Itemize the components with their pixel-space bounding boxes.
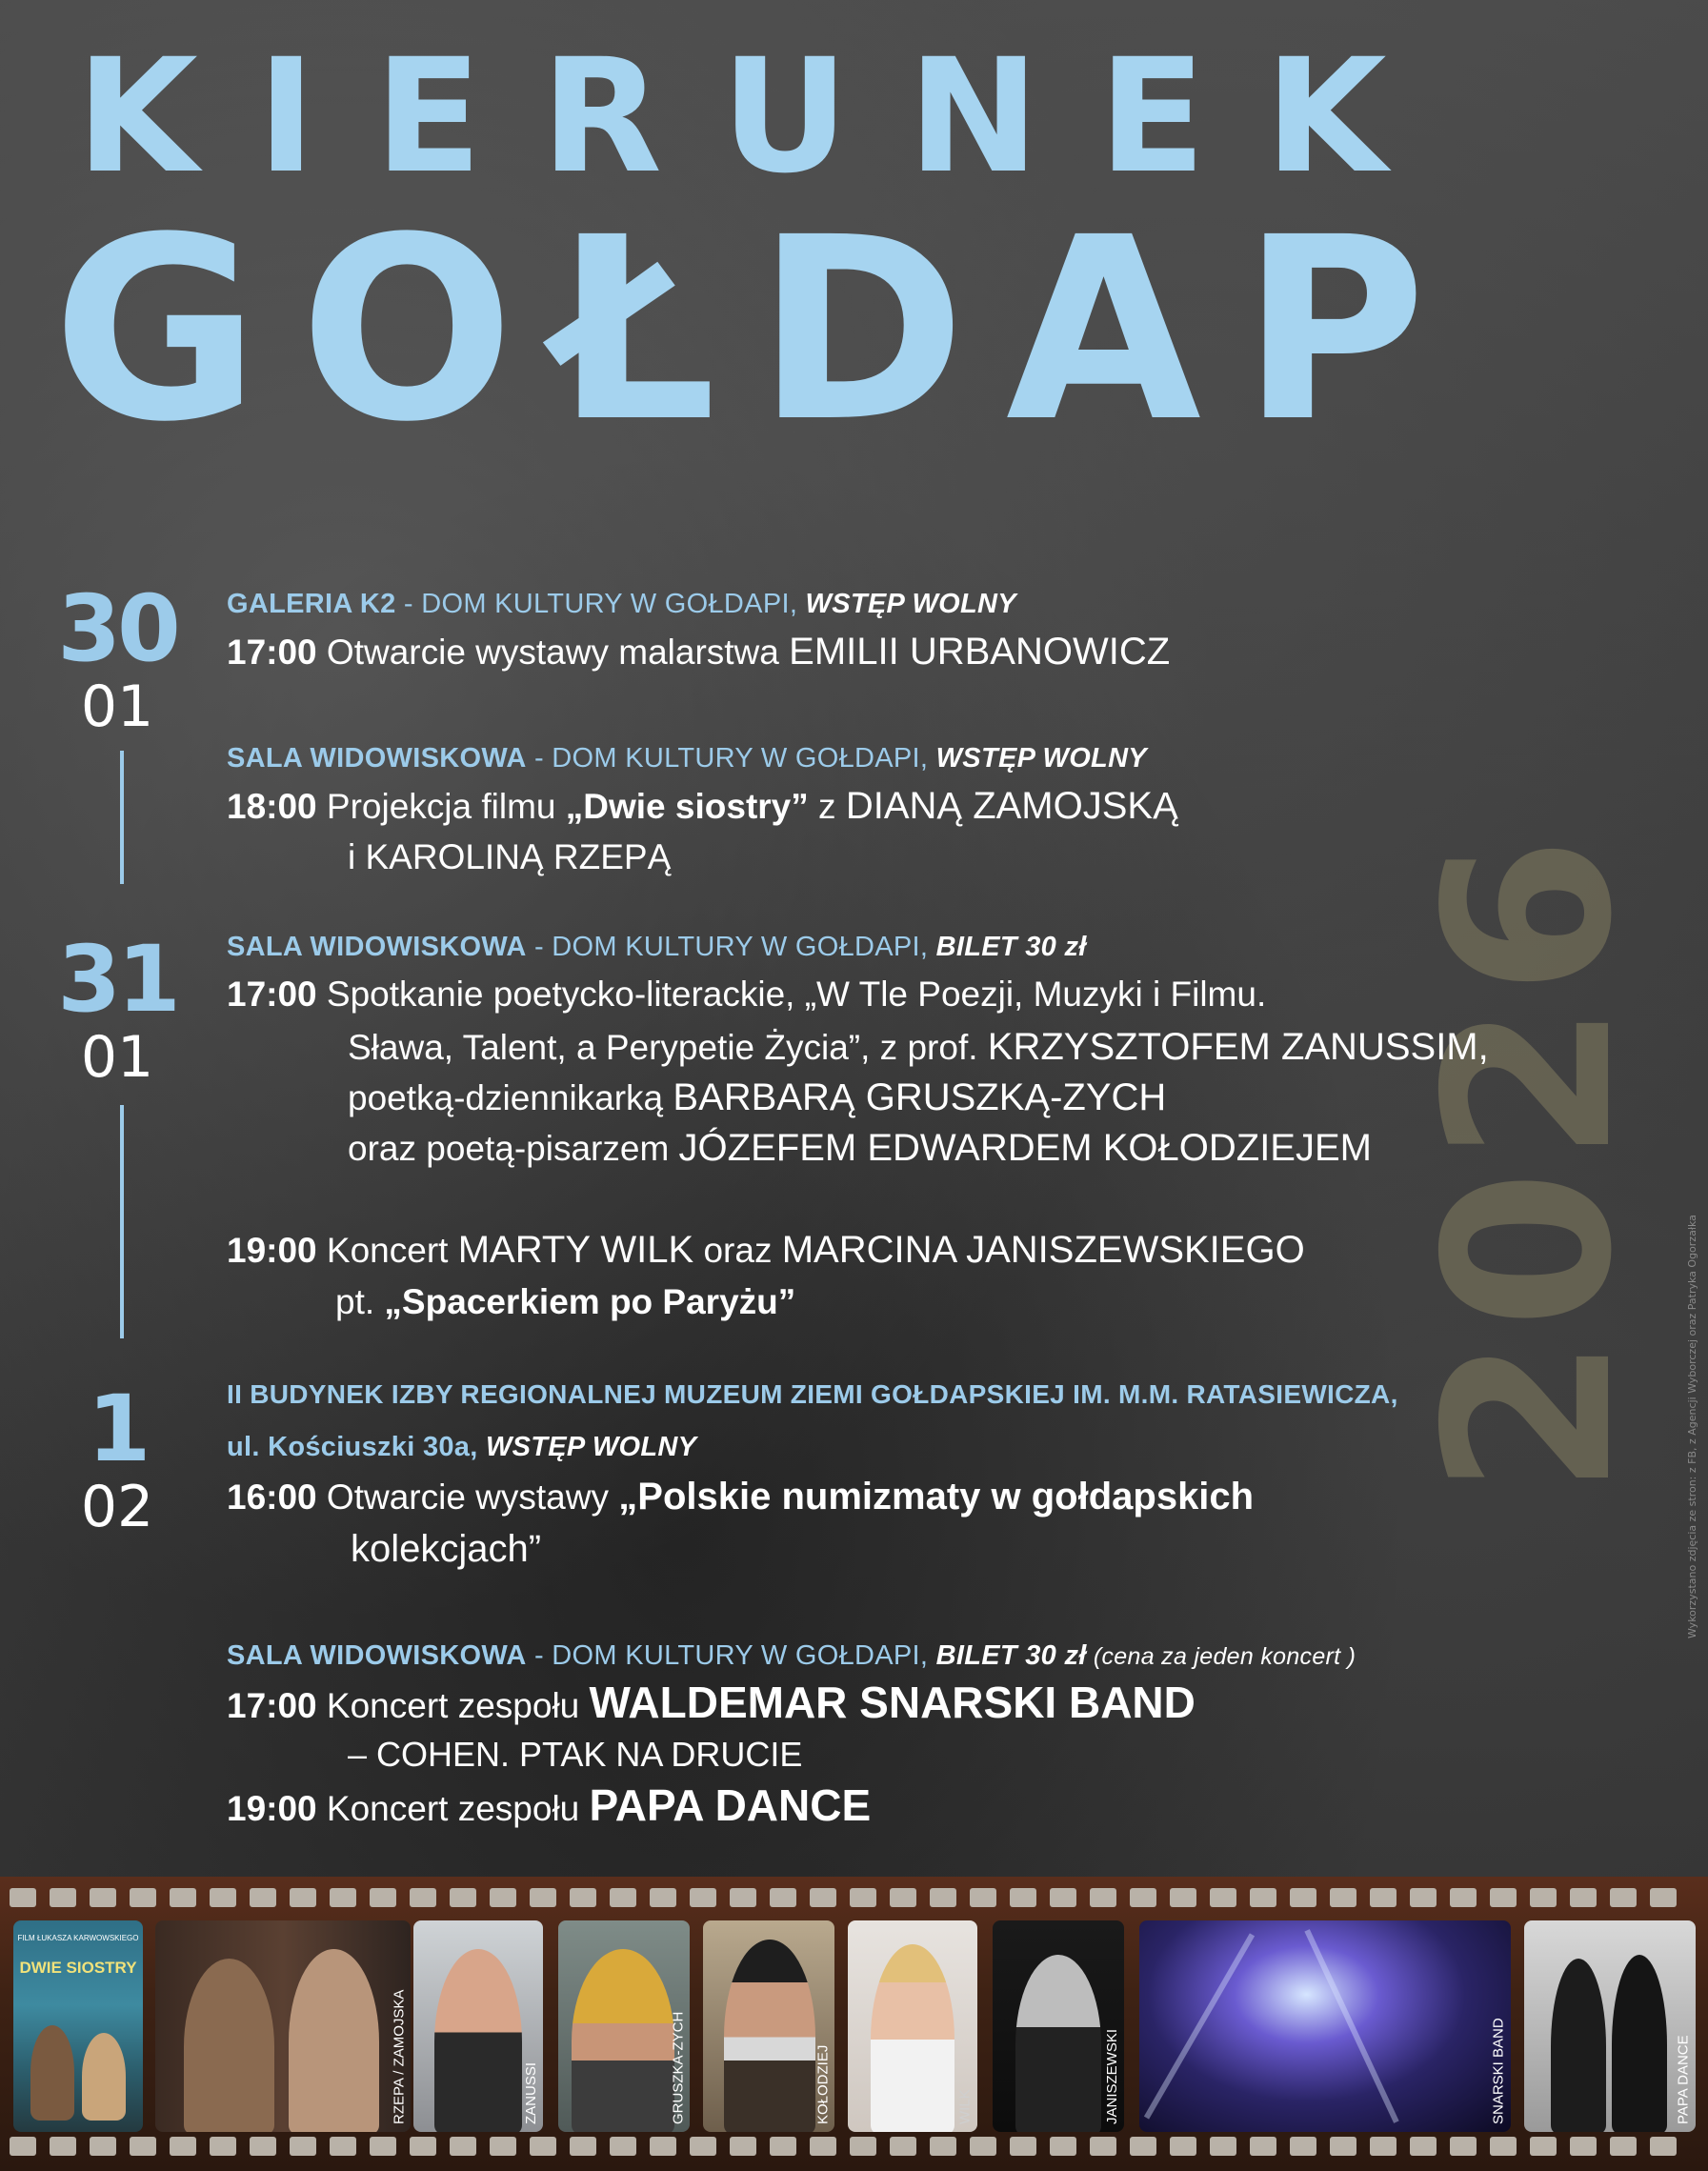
film-perforation [170,1888,196,1907]
film-perforation [1130,1888,1156,1907]
film-perforation [330,2137,356,2156]
film-perforation [250,2137,276,2156]
film-perforation [930,1888,956,1907]
film-perforation [210,2137,236,2156]
event-4-line-2 [335,1281,795,1323]
exhibition-title: „Polskie numizmaty w gołdapskich [618,1476,1255,1518]
film-perforation [650,2137,676,2156]
film-perforation [1170,2137,1196,2156]
film-perforations-bottom [0,2137,1708,2160]
admission-info: BILET 30 zł [935,932,1087,962]
event-text: oraz poetą-pisarzem [348,1129,679,1168]
person-figure [871,1944,954,2132]
date-1-02 [46,1376,189,1540]
film-perforation [1570,2137,1597,2156]
title-line-1: KIERUNEK [76,25,1446,208]
band-name: WALDEMAR SNARSKI BAND [589,1678,1196,1727]
guest-name: JÓZEFEM EDWARDEM KOŁODZIEJEM [678,1127,1372,1169]
film-perforation [650,1888,676,1907]
papa-dance-photo [1524,1920,1696,2132]
person-figure [572,1949,674,2132]
event-text: Otwarcie wystawy [316,1477,619,1517]
guest-name: BARBARĄ GRUSZKĄ-ZYCH [673,1076,1167,1118]
timeline-divider [120,751,124,884]
gruszka-zych-photo [558,1920,690,2132]
event-3-line-2 [348,1024,1489,1070]
film-perforation [1090,1888,1116,1907]
film-perforation [1570,1888,1597,1907]
event-text: Sława, Talent, a Perypetie Życia”, z prof. [348,1028,988,1067]
date-day: 31 [57,926,177,1033]
photo-caption: SNARSKI BAND [1491,2018,1507,2124]
film-perforation [1130,2137,1156,2156]
person-figure [289,1949,379,2132]
event-5-venue: II BUDYNEK IZBY REGIONALNEJ MUZEUM ZIEMI GOŁDAPSKIEJ IM. M.M. RATASIEWICZA, [227,1379,1398,1409]
event-text: z [808,787,846,826]
timeline-divider [120,1105,124,1338]
film-perforation [90,1888,116,1907]
film-perforation [370,2137,396,2156]
venue-name: SALA WIDOWISKOWA [227,1640,527,1671]
photo-caption: RZEPA / ZAMOJSKA [391,1989,407,2124]
event-3-line-4 [348,1125,1372,1171]
film-perforation [250,1888,276,1907]
venue-place: - DOM KULTURY W GOŁDAPI, [526,743,936,774]
film-perforation [1650,2137,1677,2156]
film-title: „Dwie siostry” [565,787,809,826]
event-text: Koncert zespołu [316,1789,590,1828]
film-perforation [730,1888,756,1907]
film-perforation [1330,1888,1356,1907]
film-perforation [610,2137,636,2156]
event-text: pt. [335,1282,385,1321]
event-1-line [227,629,1170,674]
photo-caption: GRUSZKA-ZYCH [670,2011,686,2124]
film-perforation [1530,2137,1557,2156]
guest-name: DIANĄ ZAMOJSKĄ [845,785,1178,827]
event-text: oraz [693,1231,782,1270]
film-perforation [1010,2137,1036,2156]
photo-caption: KOŁODZIEJ [814,2044,831,2124]
film-perforation [690,1888,716,1907]
film-perforation [970,1888,996,1907]
film-perforation [1530,1888,1557,1907]
event-6-line-2: – COHEN. PTAK NA DRUCIE [348,1735,803,1774]
film-perforation [770,2137,796,2156]
film-perforation [1290,2137,1316,2156]
band-name: PAPA DANCE [589,1780,872,1830]
film-perforation [610,1888,636,1907]
event-3-line-1 [227,974,1266,1015]
event-2-line-2: i KAROLINĄ RZEPĄ [348,837,672,876]
film-perforation [130,2137,156,2156]
film-perforation [690,2137,716,2156]
film-perforation [970,2137,996,2156]
film-perforation [1050,2137,1076,2156]
photo-caption: PAPA DANCE [1676,2035,1692,2124]
person-figure [184,1959,274,2132]
film-poster-image [13,1920,143,2132]
film-perforation [1250,1888,1276,1907]
film-perforation [490,2137,516,2156]
photo-caption: ZANUSSI [523,2061,539,2124]
person-figure [82,2033,126,2121]
film-perforation [1650,1888,1677,1907]
event-text: Koncert [316,1231,458,1270]
poster-title: DWIE SIOSTRY [19,1959,137,1977]
film-perforation [570,2137,596,2156]
venue-place: - DOM KULTURY W GOŁDAPI, [526,1640,936,1671]
person-figure [1551,1959,1606,2132]
film-perforation [1050,1888,1076,1907]
snarski-band-concert-photo [1139,1920,1511,2132]
year-watermark: 2026 [1396,829,1662,1496]
date-30-01 [46,575,189,740]
wilk-photo [848,1920,977,2132]
event-text: Projekcja filmu [316,787,566,826]
film-perforation [1410,2137,1437,2156]
event-time: 19:00 [227,1789,317,1828]
film-perforation [1490,2137,1517,2156]
event-5-address [227,1432,696,1463]
venue-name: SALA WIDOWISKOWA [227,743,527,774]
date-month: 02 [80,1474,154,1540]
film-perforation [90,2137,116,2156]
film-perforation [290,2137,316,2156]
person-figure [30,2025,74,2121]
film-perforation [530,2137,556,2156]
event-2-line [227,783,1178,829]
film-perforation [1090,2137,1116,2156]
film-perforation [890,1888,916,1907]
film-perforation [850,1888,876,1907]
film-perforation [930,2137,956,2156]
film-perforation [1450,2137,1477,2156]
film-perforation [1170,1888,1196,1907]
film-perforation [1610,2137,1637,2156]
film-perforation [1210,2137,1236,2156]
poster-caption: FILM ŁUKASZA KARWOWSKIEGO [17,1934,139,1942]
film-perforation [1010,1888,1036,1907]
photo-caption: WILK [957,2089,974,2124]
event-3-line-3 [348,1075,1166,1120]
event-text: Otwarcie wystawy malarstwa [316,633,790,672]
film-perforation [10,2137,36,2156]
film-perforation [1610,1888,1637,1907]
date-month: 01 [80,673,154,740]
film-perforation [330,1888,356,1907]
person-figure [434,1949,522,2132]
title-line-2: GOŁDAP [52,184,1467,477]
event-time: 18:00 [227,787,317,826]
venue-address: ul. Kościuszki 30a, [227,1432,486,1462]
film-perforation [730,2137,756,2156]
event-text: Spotkanie poetycko-literackie, „W Tle Poezji, Muzyki i Filmu. [316,975,1267,1014]
event-time: 17:00 [227,633,317,672]
film-perforation [490,1888,516,1907]
stage-light-beam [1144,1933,1255,2119]
film-perforation [410,2137,436,2156]
photo-caption: JANISZEWSKI [1104,2028,1120,2124]
date-day: 30 [57,575,177,682]
price-note: (cena za jeden koncert ) [1086,1643,1356,1670]
artist-name: MARTY WILK [457,1229,694,1271]
film-perforation [10,1888,36,1907]
event-3-venue [227,932,1087,963]
film-perforation [770,1888,796,1907]
film-perforation [1450,1888,1477,1907]
film-perforations-top [0,1888,1708,1911]
film-perforation [850,2137,876,2156]
film-perforation [1210,1888,1236,1907]
event-time: 19:00 [227,1231,317,1270]
film-perforation [570,1888,596,1907]
date-day: 1 [87,1376,148,1482]
rzepa-zamojska-photo [155,1920,411,2132]
film-perforation [1370,2137,1397,2156]
film-perforation [50,1888,76,1907]
film-perforation [1370,1888,1397,1907]
admission-info: BILET 30 zł [935,1640,1087,1671]
film-perforation [290,1888,316,1907]
film-perforation [450,2137,476,2156]
admission-info: WSTĘP WOLNY [485,1432,697,1462]
event-time: 17:00 [227,1686,317,1725]
film-perforation [530,1888,556,1907]
guest-name: KRZYSZTOFEM ZANUSSIM, [987,1026,1489,1068]
event-2-venue [227,743,1147,774]
film-perforation [810,1888,836,1907]
event-6-line-3 [227,1779,871,1832]
film-perforation [450,1888,476,1907]
person-figure [1612,1955,1667,2132]
film-perforation [410,1888,436,1907]
janiszewski-photo [993,1920,1124,2132]
venue-name: SALA WIDOWISKOWA [227,932,527,962]
film-perforation [210,1888,236,1907]
film-perforation [370,1888,396,1907]
concert-title: „Spacerkiem po Paryżu” [384,1282,796,1321]
photo-credit: Wykorzystano zdjęcia ze stron: z FB, z Agencji Wyborczej oraz Patryka Ogorzałka [1686,1215,1698,1638]
film-perforation [1330,2137,1356,2156]
person-figure [1015,1955,1101,2132]
artist-name: MARCINA JANISZEWSKIEGO [781,1229,1305,1271]
date-31-01 [46,926,189,1091]
artist-name: EMILII URBANOWICZ [789,631,1171,673]
film-perforation [1410,1888,1437,1907]
zanussi-photo [413,1920,543,2132]
film-perforation [1490,1888,1517,1907]
event-text: poetką-dziennikarką [348,1078,673,1117]
event-1-venue [227,589,1016,620]
event-time: 17:00 [227,975,317,1014]
event-4-line-1 [227,1227,1305,1273]
date-month: 01 [80,1024,154,1091]
event-5-line-2: kolekcjach” [351,1528,542,1570]
event-text: Koncert zespołu [316,1686,590,1725]
venue-place: - DOM KULTURY W GOŁDAPI, [395,589,806,619]
admission-info: WSTĘP WOLNY [935,743,1147,774]
event-5-line-1 [227,1474,1254,1519]
venue-place: - DOM KULTURY W GOŁDAPI, [526,932,936,962]
admission-info: WSTĘP WOLNY [805,589,1016,619]
film-perforation [1250,2137,1276,2156]
film-perforation [810,2137,836,2156]
venue-name: GALERIA K2 [227,589,396,619]
film-perforation [130,1888,156,1907]
event-6-line-1 [227,1677,1196,1729]
event-time: 16:00 [227,1477,317,1517]
film-perforation [170,2137,196,2156]
stage-light-beam [1304,1929,1398,2123]
event-6-venue [227,1640,1356,1672]
film-perforation [890,2137,916,2156]
person-figure [724,1940,815,2132]
kolodziej-photo [703,1920,834,2132]
film-perforation [50,2137,76,2156]
film-perforation [1290,1888,1316,1907]
